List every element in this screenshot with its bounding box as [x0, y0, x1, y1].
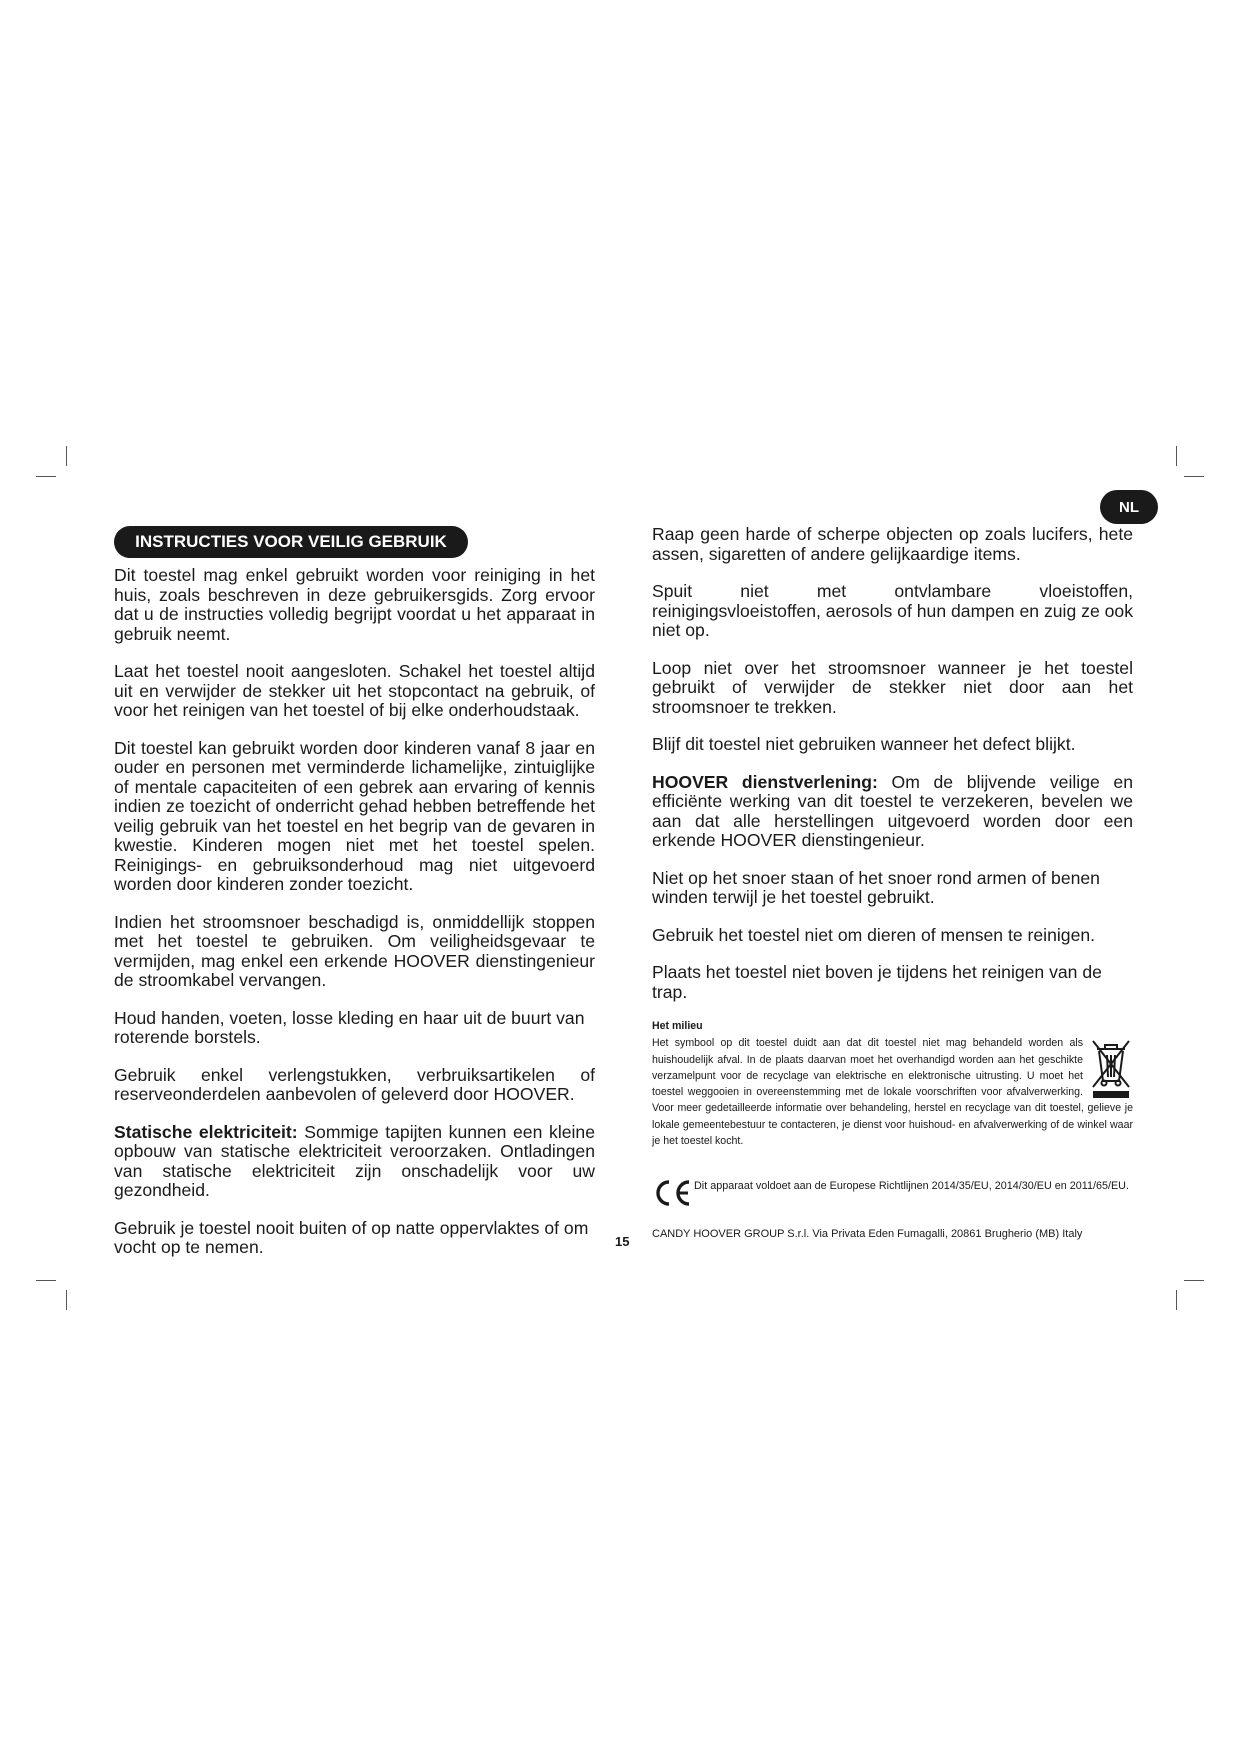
crop-mark: [1184, 476, 1204, 477]
environment-title: Het milieu: [652, 1020, 703, 1032]
paragraph-children: Dit toestel kan gebruikt worden door kinderen vanaf 8 jaar en ouder en personen met verminderde lichamelijke, zintuiglijke of mentale capaciteiten of een gebrek aan ervaring of kennis indien ze toezicht of onderricht gehad hebben betreffende het veilig gebruik van het toestel en het begrip van de gevaren in kwestie. Kinderen mogen niet met het toestel spelen. Reinigings- en gebruiksonderhoud mag niet uitgevoerd worden door kinderen zonder toezicht.: [114, 737, 595, 894]
page-number: 15: [615, 1234, 630, 1249]
paragraph-outdoor-use: Gebruik je toestel nooit buiten of op natte oppervlaktes of om vocht op te nemen.: [114, 1217, 589, 1257]
paragraph-damaged-cord: Indien het stroomsnoer beschadigd is, onmiddellijk stoppen met het toestel te gebruiken. Om veiligheidsgevaar te vermijden, mag enkel een erkende HOOVER dienstingenieur de stroomkabel vervangen.: [114, 911, 595, 990]
crop-mark: [36, 1280, 56, 1281]
crop-mark: [1176, 1290, 1177, 1310]
ce-compliance: [652, 1178, 1133, 1194]
crop-mark: [36, 476, 56, 477]
crop-mark: [66, 446, 67, 466]
paragraph-cord-handling: Loop niet over het stroomsnoer wanneer je het toestel gebruikt of verwijder de stekker niet door aan het stroomsnoer te trekken.: [652, 657, 1133, 717]
paragraph-hoover-service: [652, 773, 1133, 851]
paragraph-unplug: Laat het toestel nooit aangesloten. Schakel het toestel altijd uit en verwijder de stekker uit het stopcontact na gebruik, of voor het reinigen van het toestel of bij elke onderhoudstaak.: [114, 661, 595, 720]
hoover-service-label: HOOVER dienstverlening:: [652, 771, 878, 792]
right-column: [652, 525, 1133, 1020]
paragraph-intended-use: Dit toestel mag enkel gebruikt worden voor reiniging in het huis, zoals beschreven in deze gebruikersgids. Zorg ervoor dat u de instructies volledig begrijpt voordat u het apparaat in gebruik neemt.: [114, 565, 595, 644]
static-electricity-label: Statische elektriciteit:: [114, 1121, 298, 1142]
environment-section: [652, 1018, 1133, 1149]
left-column: [114, 566, 595, 1276]
paragraph-accessories: Gebruik enkel verlengstukken, verbruiksartikelen of reserveonderdelen aanbevolen of geleverd door HOOVER.: [114, 1064, 595, 1104]
hoover-service-text: Om de blijvende veilige en efficiënte werking van dit toestel te verzekeren, bevelen we aan dat alle herstellingen uitgevoerd worden door een erkende HOOVER dienstingenieur.: [652, 771, 1134, 850]
paragraph-flammable-liquids: Spuit niet met ontvlambare vloeistoffen, reinigingsvloeistoffen, aerosols of hun dampen en zuig ze ook niet op.: [652, 581, 1133, 640]
crop-mark: [1184, 1280, 1204, 1281]
crop-mark: [66, 1290, 67, 1310]
paragraph-sharp-objects: Raap geen harde of scherpe objecten op zoals lucifers, hete assen, sigaretten of andere gelijkaardige items.: [652, 524, 1133, 564]
ce-compliance-text: Dit apparaat voldoet aan de Europese Richtlijnen 2014/35/EU, 2014/30/EU en 2011/65/EU.: [694, 1180, 1129, 1192]
paragraph-stairs: Plaats het toestel niet boven je tijdens het reinigen van de trap.: [652, 962, 1102, 1002]
ce-mark-icon: [652, 1178, 694, 1208]
paragraph-defect: Blijf dit toestel niet gebruiken wanneer het defect blijkt.: [652, 734, 1076, 754]
section-title: INSTRUCTIES VOOR VEILIG GEBRUIK: [114, 526, 468, 558]
paragraph-static-electricity: [114, 1123, 595, 1201]
crop-mark: [1176, 446, 1177, 466]
paragraph-animals-people: Gebruik het toestel niet om dieren of mensen te reinigen.: [652, 924, 1096, 945]
language-badge: NL: [1100, 490, 1158, 524]
static-electricity-text: Sommige tapijten kunnen een kleine opbouw van statische elektriciteit veroorzaken. Ontladingen van statische elektriciteit zijn onschadelijk voor uw gezondheid.: [114, 1121, 595, 1200]
paragraph-rotating-brushes: Houd handen, voeten, losse kleding en haar uit de buurt van roterende borstels.: [114, 1007, 585, 1047]
footer-company: CANDY HOOVER GROUP S.r.l. Via Privata Eden Fumagalli, 20861 Brugherio (MB) Italy: [652, 1228, 1083, 1240]
paragraph-cord-limbs: Niet op het snoer staan of het snoer rond armen of benen winden terwijl je het toestel gebruikt.: [652, 867, 1100, 907]
environment-text: Het symbool op dit toestel duidt aan dat dit toestel niet mag behandeld worden als huishoudelijk afval. In de plaats daarvan moet het overhandigd worden aan het geschikte verzamelpunt voor de recyclage van elektrische en elektronische uitrusting. U moet het toestel weggooien in overeenstemming met de lokale voorschriften voor afvalverwerking. Voor meer gedetailleerde informatie over behandeling, herstel en recyclage van dit toestel, gelieve je lokale gemeentebestuur te contacteren, je dienst voor huishoud- en afvalverwerking of de winkel waar je het toestel kocht.: [652, 1037, 1133, 1148]
weee-crossed-bin-icon: [1089, 1037, 1133, 1099]
